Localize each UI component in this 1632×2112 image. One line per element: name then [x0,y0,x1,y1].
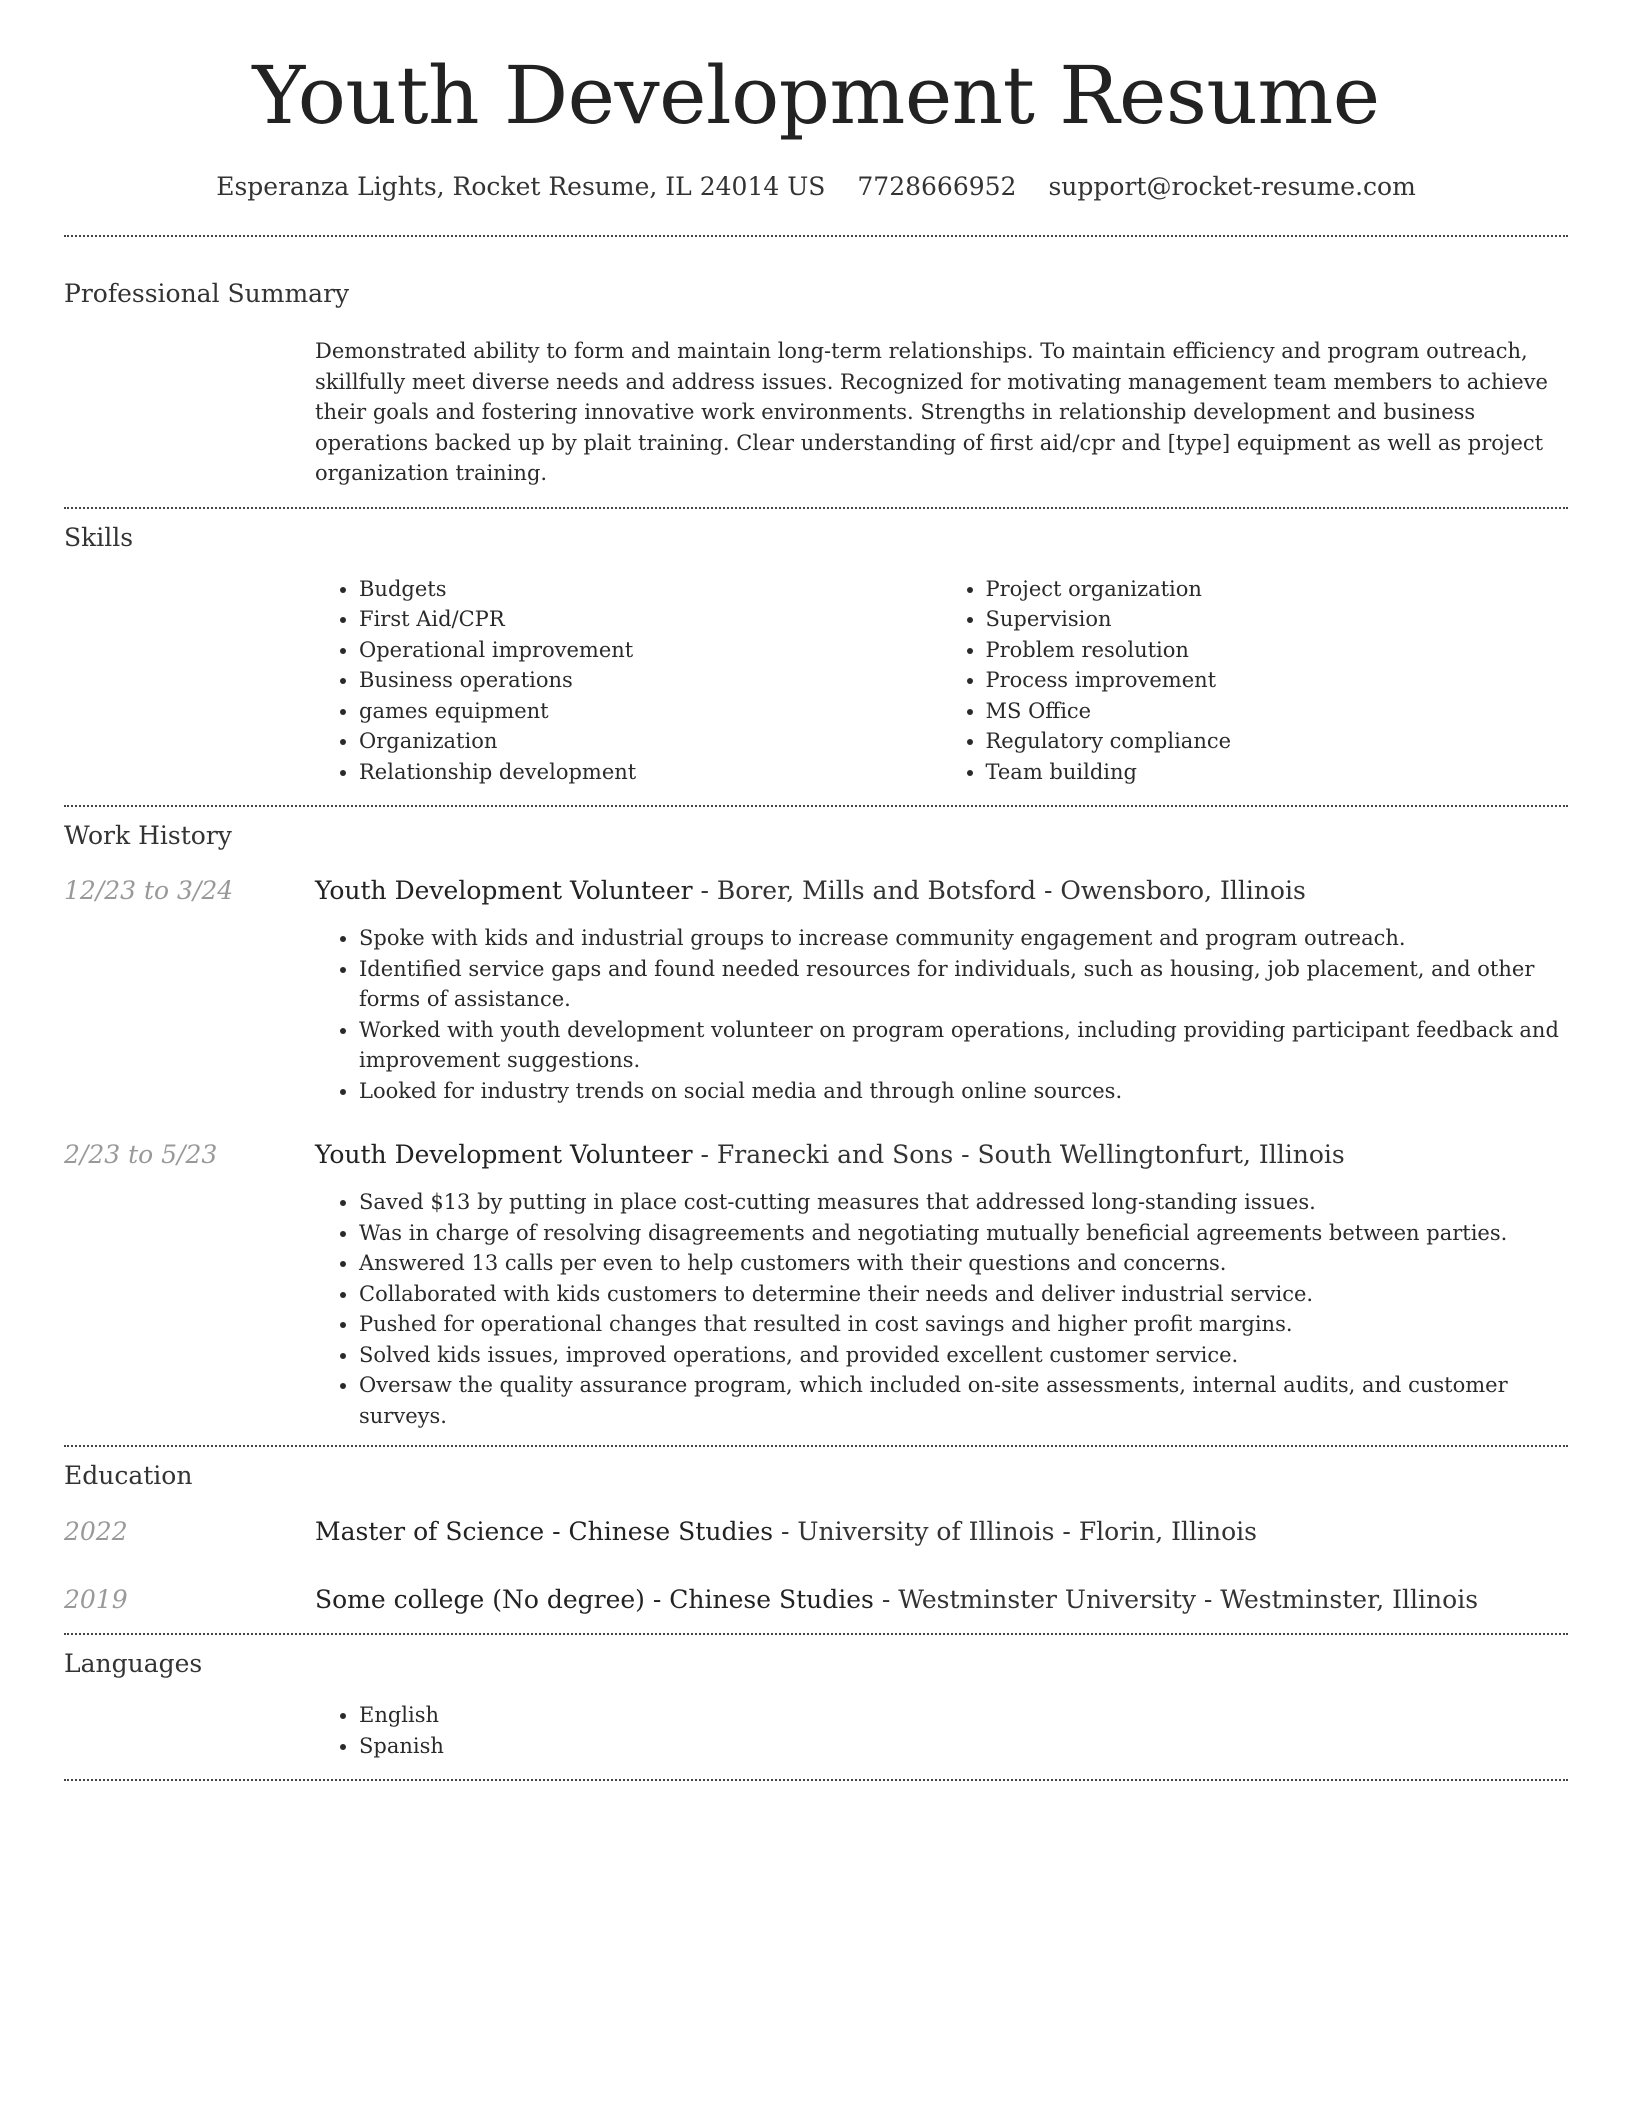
education-section [64,1447,1568,1612]
list-item: • Operational improvement [359,635,942,666]
list-item: • Was in charge of resolving disagreements and negotiating mutually beneficial agreements between parties. [359,1218,1568,1249]
education-school: - Westminster University - Westminster, Illinois [873,1585,1479,1614]
skills-list-left [315,574,942,788]
list-item: • Looked for industry trends on social media and through online sources. [359,1076,1568,1107]
section-heading-work: Work History [64,821,232,850]
list-item: • Problem resolution [986,635,1569,666]
job-heading [315,1142,1345,1167]
resume-page [64,0,1568,1781]
skills-section [64,509,1568,788]
job-dates: 2/23 to 5/23 [64,1140,218,1169]
languages-list [315,1700,1568,1761]
divider [64,1779,1568,1781]
list-item: • Process improvement [986,665,1569,696]
list-item: • First Aid/CPR [359,604,942,635]
list-item: • Team building [986,757,1569,788]
contact-address: Esperanza Lights, Rocket Resume, IL 24014 US [216,172,826,201]
education-degree: Master of Science - Chinese Studies [315,1517,774,1546]
contact-phone: 7728666952 [857,172,1017,201]
work-section [64,807,1568,1431]
list-item: • Spanish [359,1731,1568,1762]
education-year: 2022 [64,1517,128,1546]
list-item: • Solved kids issues, improved operations, and provided excellent customer service. [359,1340,1568,1371]
summary-text: Demonstrated ability to form and maintain long-term relationships. To maintain efficiency and program outreach, skillfully meet diverse needs and address issues. Recognized for motivating management team members to achieve their goals and fostering innovative work environments. Strengths in relationship development and business operations backed up by plait training. Clear understanding of first aid/cpr and [type] equipment as well as project organization training. [315,339,1548,485]
job-heading [315,878,1306,903]
job-employer: - Franecki and Sons - South Wellingtonfurt, Illinois [692,1140,1345,1169]
education-degree: Some college (No degree) - Chinese Studies [315,1585,874,1614]
list-item: • Organization [359,726,942,757]
list-item: • Oversaw the quality assurance program, which included on-site assessments, internal audits, and customer surveys. [359,1370,1568,1431]
list-item: • Budgets [359,574,942,605]
education-entry [64,1587,1568,1612]
education-school: - University of Illinois - Florin, Illinois [773,1517,1258,1546]
job-duties [315,1187,1568,1431]
list-item: • Spoke with kids and industrial groups to increase community engagement and program outreach. [359,923,1568,954]
list-item: • MS Office [986,696,1569,727]
job-entry [64,878,1568,903]
list-item: • Supervision [986,604,1569,635]
contact-line [64,174,1568,199]
job-duties [315,923,1568,1106]
job-title: Youth Development Volunteer [315,876,693,905]
languages-section [64,1635,1568,1761]
education-year: 2019 [64,1585,128,1614]
list-item: • Business operations [359,665,942,696]
list-item: • Identified service gaps and found needed resources for individuals, such as housing, job placement, and other forms of assistance. [359,954,1568,1015]
list-item: • games equipment [359,696,942,727]
section-heading-education: Education [64,1461,193,1490]
list-item: • Saved $13 by putting in place cost-cutting measures that addressed long-standing issues. [359,1187,1568,1218]
list-item: • English [359,1700,1568,1731]
job-employer: - Borer, Mills and Botsford - Owensboro, Illinois [692,876,1306,905]
summary-section [64,237,1568,489]
list-item: • Relationship development [359,757,942,788]
list-item: • Project organization [986,574,1569,605]
education-heading [315,1519,1257,1544]
section-heading-skills: Skills [64,522,134,552]
list-item: • Answered 13 calls per even to help customers with their questions and concerns. [359,1248,1568,1279]
section-heading-summary: Professional Summary [64,279,350,308]
education-heading [315,1587,1478,1612]
contact-email[interactable]: support@rocket-resume.com [1048,172,1416,201]
job-title: Youth Development Volunteer [315,1140,693,1169]
job-entry [64,1142,1568,1167]
education-entry [64,1519,1568,1544]
list-item: • Worked with youth development volunteer on program operations, including providing participant feedback and improvement suggestions. [359,1015,1568,1076]
list-item: • Pushed for operational changes that resulted in cost savings and higher profit margins. [359,1309,1568,1340]
list-item: • Collaborated with kids customers to determine their needs and deliver industrial service. [359,1279,1568,1310]
job-dates: 12/23 to 3/24 [64,876,234,905]
resume-title: Youth Development Resume [252,49,1380,142]
skills-list-right [942,574,1569,788]
section-heading-languages: Languages [64,1649,203,1678]
list-item: • Regulatory compliance [986,726,1569,757]
